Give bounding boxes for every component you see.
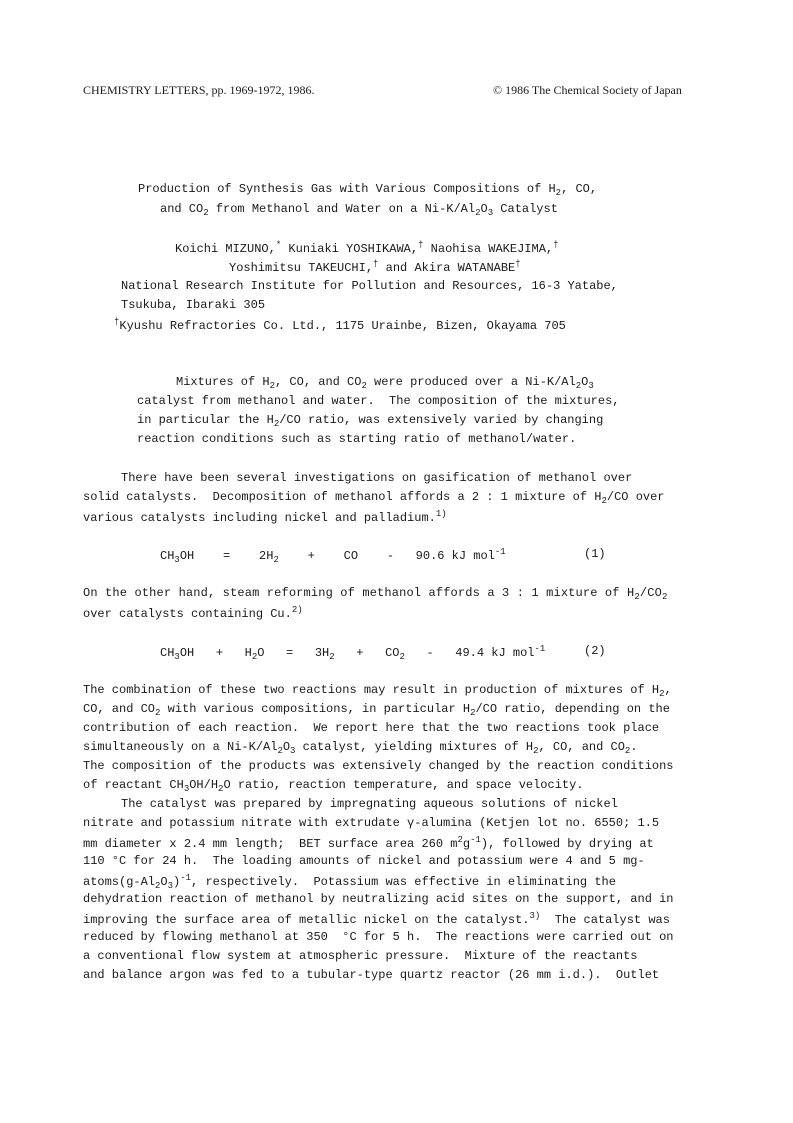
abstract-line1: Mixtures of $H_2$, CO, and $CO_2$ were produced over a $Ni-K/Al_2O_3$ [176,375,594,391]
body-p4-line4: 110 °C for 24 h. The loading amounts of nickel and potassium were 4 and 5 mg- [83,854,645,868]
affiliation-line1: National Research Institute for Pollution and Resources, 16-3 Yatabe, [121,279,618,293]
body-p3-line3: contribution of each reaction. We report here that the two reactions took place [83,721,660,735]
paper-title-line1: Production of Synthesis Gas with Various Compositions of $H_2$, CO, [138,182,598,198]
equation-2: $CH_3OH + H_2O = 3H_2 + CO_2 - 49.4$ kJ mol$^{-1}$ [160,644,546,662]
body-p4-line5: $atoms(g-Al_2O_3)^{-1}$, respectively. Potassium was effective in eliminating the [83,873,616,891]
body-p4-line1: The catalyst was prepared by impregnating aqueous solutions of nickel [121,797,618,811]
abstract-line4: reaction conditions such as starting ratio of methanol/water. [137,432,577,446]
body-p4-line3: mm diameter x 2.4 mm length; BET surface area 260 $m^2g^{-1}$), followed by drying at [83,835,654,851]
equation-1-number: (1) [584,547,606,561]
equation-2-number: (2) [584,644,606,658]
body-p4-line9: a conventional flow system at atmospheric pressure. Mixture of the reactants [83,949,638,963]
abstract-line3: in particular the $H_2/CO$ ratio, was extensively varied by changing [137,413,604,429]
author-line1: Koichi MIZUNO,* Kuniaki YOSHIKAWA,† Naohisa WAKEJIMA,† [175,240,559,256]
affiliation-line3: †Kyushu Refractories Co. Ltd., 1175 Urainbe, Bizen, Okayama 705 [114,317,566,333]
body-p3-line1: The combination of these two reactions may result in production of mixtures of $H_2$, [83,683,672,699]
body-p1-line1: There have been several investigations on gasification of methanol over [121,471,633,485]
body-p4-line6: dehydration reaction of methanol by neutralizing acid sites on the support, and in [83,892,674,906]
paper-title-line2: and $CO_2$ from Methanol and Water on a $Ni-K/Al_2O_3$ Catalyst [160,202,558,218]
body-p2-line2: over catalysts containing Cu.$^{2)}$ [83,605,303,621]
body-p4-line7: improving the surface area of metallic nickel on the catalyst.$^{3)}$ The catalyst was [83,911,670,927]
journal-citation: CHEMISTRY LETTERS, pp. 1969-1972, 1986. [83,83,315,97]
equation-1: $CH_3OH$ = $2H_2$ + CO - 90.6 kJ mol$^{-1}$ [160,547,506,565]
body-p4-line8: reduced by flowing methanol at 350 °C for 5 h. The reactions were carried out on [83,930,674,944]
body-p1-line3: various catalysts including nickel and palladium.$^{1)}$ [83,509,447,525]
body-p2-line1: On the other hand, steam reforming of methanol affords a 3 : 1 mixture of $H_2/CO_2$ [83,586,668,602]
copyright-notice: © 1986 The Chemical Society of Japan [493,83,682,97]
body-p4-line10: and balance argon was fed to a tubular-type quartz reactor (26 mm i.d.). Outlet [83,968,660,982]
body-p3-line6: of reactant $CH_3OH/H_2O$ ratio, reaction temperature, and space velocity. [83,778,584,794]
abstract-line2: catalyst from methanol and water. The composition of the mixtures, [137,394,620,408]
affiliation-line2: Tsukuba, Ibaraki 305 [121,298,266,312]
body-p3-line5: The composition of the products was extensively changed by the reaction conditions [83,759,674,773]
body-p1-line2: solid catalysts. Decomposition of methanol affords a 2 : 1 mixture of $H_2/CO$ over [83,490,665,506]
body-p4-line2: nitrate and potassium nitrate with extrudate γ-alumina (Ketjen lot no. 6550; 1.5 [83,816,660,830]
body-p3-line2: CO, and $CO_2$ with various compositions, in particular $H_2/CO$ ratio, depending on the [83,702,670,718]
author-line2: Yoshimitsu TAKEUCHI,† and Akira WATANABE† [229,259,521,275]
body-p3-line4: simultaneously on a $Ni-K/Al_2O_3$ catalyst, yielding mixtures of $H_2$, CO, and $CO_2$. [83,740,638,756]
